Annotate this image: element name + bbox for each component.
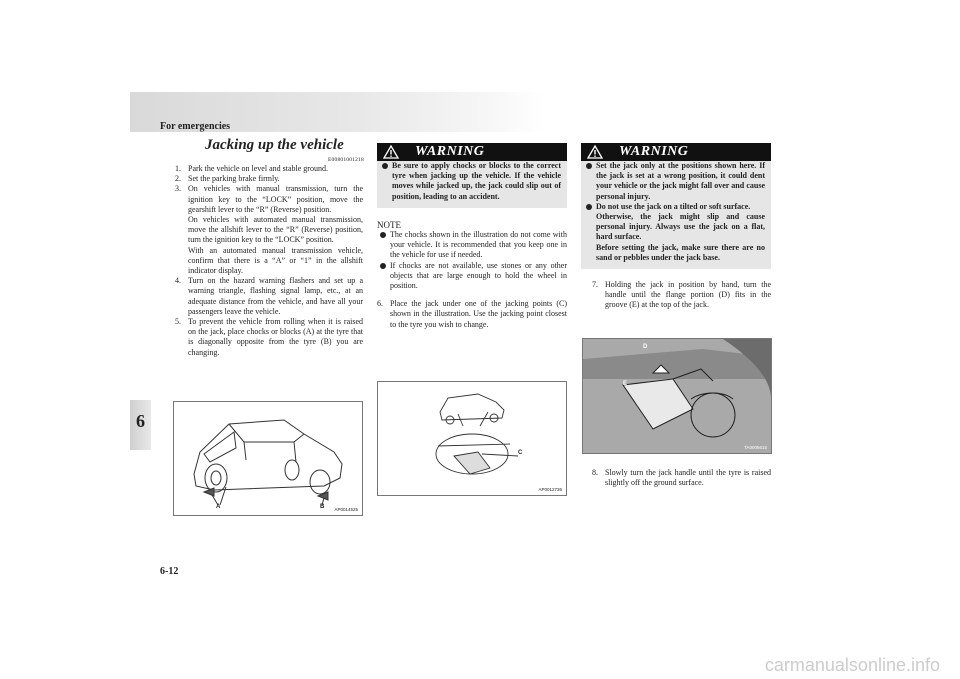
step-text: Place the jack under one of the jacking points (C) shown in the illustration. Use the jacking point closest to the tyre you wish to change. — [390, 299, 567, 329]
right-column — [581, 143, 771, 311]
title-row — [175, 137, 364, 164]
figure-code: AP0014525 — [334, 507, 358, 512]
bullet-icon — [380, 232, 386, 238]
bullet-icon — [586, 204, 592, 210]
middle-column — [377, 143, 567, 330]
warning-box — [377, 143, 567, 208]
bullet-icon — [382, 163, 388, 169]
warning-item-extra — [581, 243, 771, 263]
step-text: Set the parking brake firmly. — [188, 174, 280, 184]
bullet-icon — [586, 163, 592, 169]
warning-header — [377, 143, 567, 161]
figure-jacking-points — [377, 381, 567, 496]
note-item — [377, 261, 567, 292]
section-header: For emergencies — [160, 121, 231, 132]
step-5 — [175, 317, 363, 358]
step-4 — [175, 276, 363, 317]
step-text: On vehicles with manual transmission, turn the ignition key to the “LOCK” position, move the gearshift lever to the “R” (Reverse) position. — [188, 184, 363, 214]
warning-box — [581, 143, 771, 269]
step-text: On vehicles with automated manual transmission, move the allshift lever to the “R” (Reverse) position, turn the ignition key to the “LOCK” position. — [188, 215, 363, 245]
label-a: A — [216, 504, 221, 510]
step-3-extra-2 — [175, 246, 363, 277]
watermark: carmanualsonline.info — [764, 655, 940, 675]
label-d: D — [643, 344, 648, 350]
left-column — [175, 137, 364, 358]
note-item — [377, 230, 567, 261]
jack-illustration — [583, 339, 771, 453]
step-number: 1. — [175, 164, 181, 173]
warning-label: WARNING — [415, 144, 485, 159]
warning-label: WARNING — [619, 144, 689, 159]
warning-text: Before setting the jack, make sure there are no sand or pebbles under the jack base. — [596, 242, 765, 262]
step-number: 6. — [377, 299, 383, 309]
step-6 — [377, 299, 567, 330]
step-8 — [581, 468, 771, 488]
warning-text: Be sure to apply chocks or blocks to the correct tyre when jacking up the vehicle. If the vehicle moves while jacked up, the jack could slip out of position, leading to an accident. — [392, 161, 561, 201]
figure-car-chocks — [173, 401, 363, 516]
step-text: Holding the jack in position by hand, turn the handle until the flange portion (D) fits in the groove (E) at the top of the jack. — [605, 280, 771, 310]
step-number: 4. — [175, 276, 181, 286]
label-e: E — [623, 381, 628, 387]
step-text: Slowly turn the jack handle until the tyre is raised slightly off the ground surface. — [605, 468, 771, 488]
step-number: 7. — [592, 280, 598, 290]
chapter-number: 6 — [136, 411, 145, 431]
step-3 — [175, 184, 363, 215]
step-text: Park the vehicle on level and stable ground. — [188, 164, 328, 173]
warning-item-extra — [581, 212, 771, 243]
warning-item — [377, 161, 567, 202]
label-c: C — [518, 450, 523, 456]
warning-text: Otherwise, the jack might slip and cause personal injury. Always use the jack on a flat, hard surface. — [596, 212, 765, 242]
step-2 — [175, 174, 363, 184]
right-column-bottom — [581, 468, 771, 488]
step-number: 3. — [175, 184, 181, 194]
step-number: 5. — [175, 317, 181, 327]
note-text: If chocks are not available, use stones or any other objects that are large enough to hold the wheel in position. — [390, 260, 567, 291]
warning-triangle-icon — [587, 145, 603, 159]
step-text: Turn on the hazard warning flashers and set up a warning triangle, flashing signal lamp, etc., at an adequate distance from the vehicle, and have all your passengers leave the vehicle. — [188, 276, 363, 316]
warning-header — [581, 143, 771, 161]
jacking-points-illustration — [378, 382, 566, 495]
car-chocks-illustration — [174, 402, 362, 515]
figure-code: AP0012736 — [538, 487, 562, 492]
warning-text: Do not use the jack on a tilted or soft surface. — [596, 201, 751, 211]
step-text: To prevent the vehicle from rolling when it is raised on the jack, place chocks or blocks (A) at the tyre that is diagonally opposite from the tyre (B) you are changing. — [188, 317, 363, 357]
step-1 — [175, 164, 363, 174]
bullet-icon — [380, 263, 386, 269]
warning-text: Set the jack only at the positions shown here. If the jack is set at a wrong position, it could dent your vehicle or the jack might fall over and cause personal injury. — [596, 161, 765, 201]
section-code: E00801001218 — [327, 157, 364, 163]
step-number: 2. — [175, 174, 181, 184]
step-3-extra-1 — [175, 215, 363, 246]
note-label: NOTE — [377, 219, 401, 230]
figure-code: TA0005615 — [744, 445, 767, 450]
step-number: 8. — [592, 468, 598, 477]
step-text: With an automated manual transmission vehicle, confirm that there is a “A” or “1” in the allshift indicator display. — [188, 245, 363, 276]
step-7 — [581, 280, 771, 311]
warning-triangle-icon — [383, 145, 399, 159]
page-title: Jacking up the vehicle — [205, 137, 344, 153]
warning-item — [581, 202, 771, 212]
note-text: The chocks shown in the illustration do not come with your vehicle. It is recommended that you keep one in the vehicle for use if needed. — [390, 230, 567, 260]
warning-item — [581, 161, 771, 202]
label-b: B — [320, 504, 325, 510]
page-number: 6-12 — [160, 566, 179, 577]
figure-jack — [582, 338, 772, 454]
